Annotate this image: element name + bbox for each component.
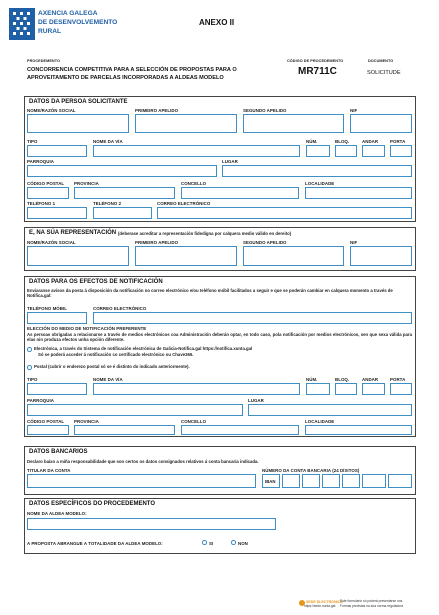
notif-label-place: LUGAR — [248, 398, 264, 403]
notif-label-council: CONCELLO — [181, 419, 207, 424]
rep-name-field[interactable] — [27, 246, 129, 266]
iban-group-2[interactable] — [302, 474, 320, 488]
iban-tag — [262, 474, 280, 488]
label-parish: PARROQUIA — [27, 159, 54, 164]
bank-title: DATOS BANCARIOS — [29, 449, 88, 455]
notif-door-field[interactable] — [390, 383, 412, 395]
notif-council-field[interactable] — [181, 425, 299, 435]
applicant-num-field[interactable] — [306, 145, 330, 157]
representative-subtitle: (deberase acreditar a representación fidedigna por calquera medio válido en dereito) — [118, 231, 292, 236]
procedure-code-label: CÓDIGO DE PROCEDEMENTO — [287, 59, 344, 63]
bank-statement: Declaro baixo a miña responsabilidade que son certos os datos consignados relativos á conta bancaria indicada. — [27, 459, 259, 464]
rep-label-surname2: SEGUNDO APELIDO — [243, 240, 287, 245]
label-surname1: PRIMEIRO APELIDO — [135, 108, 179, 113]
applicant-title: DATOS DA PERSOA SOLICITANTE — [29, 99, 128, 105]
notif-label-postal: CÓDIGO POSTAL — [27, 419, 65, 424]
notif-label-block: BLOQ. — [335, 377, 350, 382]
label-holder: TITULAR DA CONTA — [27, 468, 71, 473]
label-block: BLOQ. — [335, 139, 350, 144]
applicant-council-field[interactable] — [181, 187, 299, 199]
label-phone1: TELÉFONO 1 — [27, 201, 56, 206]
notif-parish-field[interactable] — [27, 404, 243, 416]
logo-line-3: RURAL — [38, 28, 62, 35]
yes-label: SI — [209, 541, 214, 546]
notif-place-field[interactable] — [248, 404, 412, 416]
procedure-text: CONCORRENCIA COMPETITIVA PARA A SELECCIÓN DE PROPOSTAS PARA O APROVEITAMENTO DE PARCELAS INCORPORADAS A ALDEAS MODELO — [27, 67, 237, 81]
label-phone2: TELÉFONO 2 — [93, 201, 122, 206]
annex-title: ANEXO II — [199, 18, 235, 27]
notif-label-province: PROVINCIA — [74, 419, 99, 424]
notif-label-floor: ANDAR — [362, 377, 379, 382]
label-type: TIPO — [27, 139, 38, 144]
notif-block-field[interactable] — [335, 383, 357, 395]
label-name: NOME/RAZÓN SOCIAL — [27, 108, 76, 113]
iban-group-5[interactable] — [362, 474, 386, 488]
applicant-block-field[interactable] — [335, 145, 357, 157]
iban-group-1[interactable] — [282, 474, 300, 488]
village-name-field[interactable] — [27, 518, 276, 530]
label-choice: ELECCIÓN DO MEDIO DE NOTIFICACIÓN PREFERENTE — [27, 326, 147, 331]
notification-choice-text: As persoas obrigadas a relacionarse a través de medios electrónicos coa Administración deberán optar, en todo caso, pola notificación por medios electrónicos, sen que sexa válida para elas nin produza efectos unha opción diferente. — [27, 332, 412, 343]
applicant-postal-field[interactable] — [27, 187, 69, 199]
applicant-surname2-field[interactable] — [243, 114, 344, 133]
iban-group-6[interactable] — [388, 474, 412, 488]
applicant-place-field[interactable] — [222, 165, 412, 177]
footer-line-2: https://sede.xunta.gal — [304, 604, 336, 608]
label-whole-village: A PROPOSTA ABRANGUE A TOTALIDADE DA ALDEA MODELO: — [27, 541, 163, 546]
logo-line-2: DE DESENVOLVEMENTO — [38, 19, 118, 26]
notif-type-field[interactable] — [27, 383, 87, 395]
applicant-surname1-field[interactable] — [135, 114, 237, 133]
logo-line-1: AXENCIA GALEGA — [38, 10, 98, 17]
label-mobile: TELÉFONO MÓBIL — [27, 306, 67, 311]
logo — [9, 7, 119, 43]
applicant-province-field[interactable] — [74, 187, 175, 199]
applicant-locality-field[interactable] — [305, 187, 412, 199]
document-label: DOCUMENTO — [368, 59, 394, 63]
rep-label-nif: NIF — [350, 240, 358, 245]
notif-province-field[interactable] — [74, 425, 175, 435]
label-council: CONCELLO — [181, 181, 207, 186]
label-place: LUGAR — [222, 159, 238, 164]
label-postal: CÓDIGO POSTAL — [27, 181, 65, 186]
sede-badge-label: SEDE ELECTRÓNICA — [306, 600, 343, 604]
rep-surname1-field[interactable] — [135, 246, 237, 266]
notif-num-field[interactable] — [306, 383, 330, 395]
notif-label-type: TIPO — [27, 377, 38, 382]
label-nif: NIF — [350, 108, 358, 113]
notif-postal-field[interactable] — [27, 425, 69, 435]
label-notif-email: CORREO ELECTRÓNICO — [93, 306, 147, 311]
notification-email-field[interactable] — [93, 312, 412, 324]
label-email: CORREO ELECTRÓNICO — [157, 201, 211, 206]
applicant-parish-field[interactable] — [27, 165, 217, 177]
label-village: NOME DA ALDEA MODELO: — [27, 511, 87, 516]
footer-line-1: Este formulario só poderá presentarse nos — [340, 599, 403, 603]
notification-mobile-field[interactable] — [27, 312, 87, 324]
applicant-nif-field[interactable] — [350, 114, 412, 133]
iban-label: IBAN — [265, 479, 276, 484]
electronic-note: Só se poderá acceder á notificación co certificado electrónico ou Chave365. — [38, 352, 194, 357]
postal-option: Postal (cubrir o enderezo postal só se é distinto do indicado anteriormente). — [34, 364, 190, 369]
document-type: SOLICITUDE — [367, 70, 401, 76]
notif-label-door: PORTA — [390, 377, 406, 382]
electronic-radio[interactable] — [27, 347, 32, 352]
representative-title: E, NA SÚA REPRESENTACIÓN — [29, 230, 117, 236]
notification-title: DATOS PARA OS EFECTOS DE NOTIFICACIÓN — [29, 279, 163, 285]
no-radio[interactable] — [231, 540, 236, 545]
applicant-floor-field[interactable] — [362, 145, 385, 157]
applicant-door-field[interactable] — [390, 145, 412, 157]
iban-group-3[interactable] — [322, 474, 340, 488]
rep-nif-field[interactable] — [350, 246, 412, 266]
specific-title: DATOS ESPECÍFICOS DO PROCEDEMENTO — [29, 501, 156, 507]
yes-radio[interactable] — [202, 540, 207, 545]
label-province: PROVINCIA — [74, 181, 99, 186]
notif-label-parish: PARROQUIA — [27, 398, 54, 403]
applicant-name-field[interactable] — [27, 114, 129, 133]
applicant-street-field[interactable] — [93, 145, 300, 157]
procedure-label: PROCEDEMENTO — [27, 59, 61, 63]
notif-street-field[interactable] — [93, 383, 300, 395]
label-floor: ANDAR — [362, 139, 379, 144]
rep-label-surname1: PRIMEIRO APELIDO — [135, 240, 179, 245]
applicant-phone1-field[interactable] — [27, 207, 87, 219]
iban-group-4[interactable] — [342, 474, 360, 488]
no-label: NON — [238, 541, 248, 546]
notif-label-street: NOME DA VÍA — [93, 377, 123, 382]
electronic-option: Electrónica, a través do Sistema de notificación electrónica de Galicia-Notifica.gal https://notifica.xunta.gal — [34, 346, 253, 351]
procedure-code: MR711C — [298, 66, 337, 77]
postal-radio[interactable] — [27, 365, 32, 370]
applicant-email-field[interactable] — [157, 207, 412, 219]
account-holder-field[interactable] — [27, 474, 256, 488]
label-locality: LOCALIDADE — [305, 181, 335, 186]
notif-locality-field[interactable] — [305, 425, 412, 435]
applicant-phone2-field[interactable] — [93, 207, 152, 219]
label-account: NÚMERO DA CONTA BANCARIA (24 DÍXITOS) — [262, 468, 360, 473]
label-surname2: SEGUNDO APELIDO — [243, 108, 287, 113]
label-num: NÚM. — [306, 139, 318, 144]
rep-label-name: NOME/RAZÓN SOCIAL — [27, 240, 76, 245]
label-street: NOME DA VÍA — [93, 139, 123, 144]
notif-label-num: NÚM. — [306, 377, 318, 382]
notification-intro: Enviaranse avisos da posta á disposición da notificación no correo electrónico e/ou teléfono móbil facilitados a seguir e que se poderán cambiar en calquera momento a través de Notifica.gal: — [27, 288, 393, 299]
logo-mark-icon — [9, 8, 35, 40]
notif-label-locality: LOCALIDADE — [305, 419, 335, 424]
footer-line-3: Formas previstas na súa norma reguladora — [340, 604, 404, 608]
label-door: PORTA — [390, 139, 406, 144]
notif-floor-field[interactable] — [362, 383, 385, 395]
rep-surname2-field[interactable] — [243, 246, 344, 266]
applicant-type-field[interactable] — [27, 145, 87, 157]
